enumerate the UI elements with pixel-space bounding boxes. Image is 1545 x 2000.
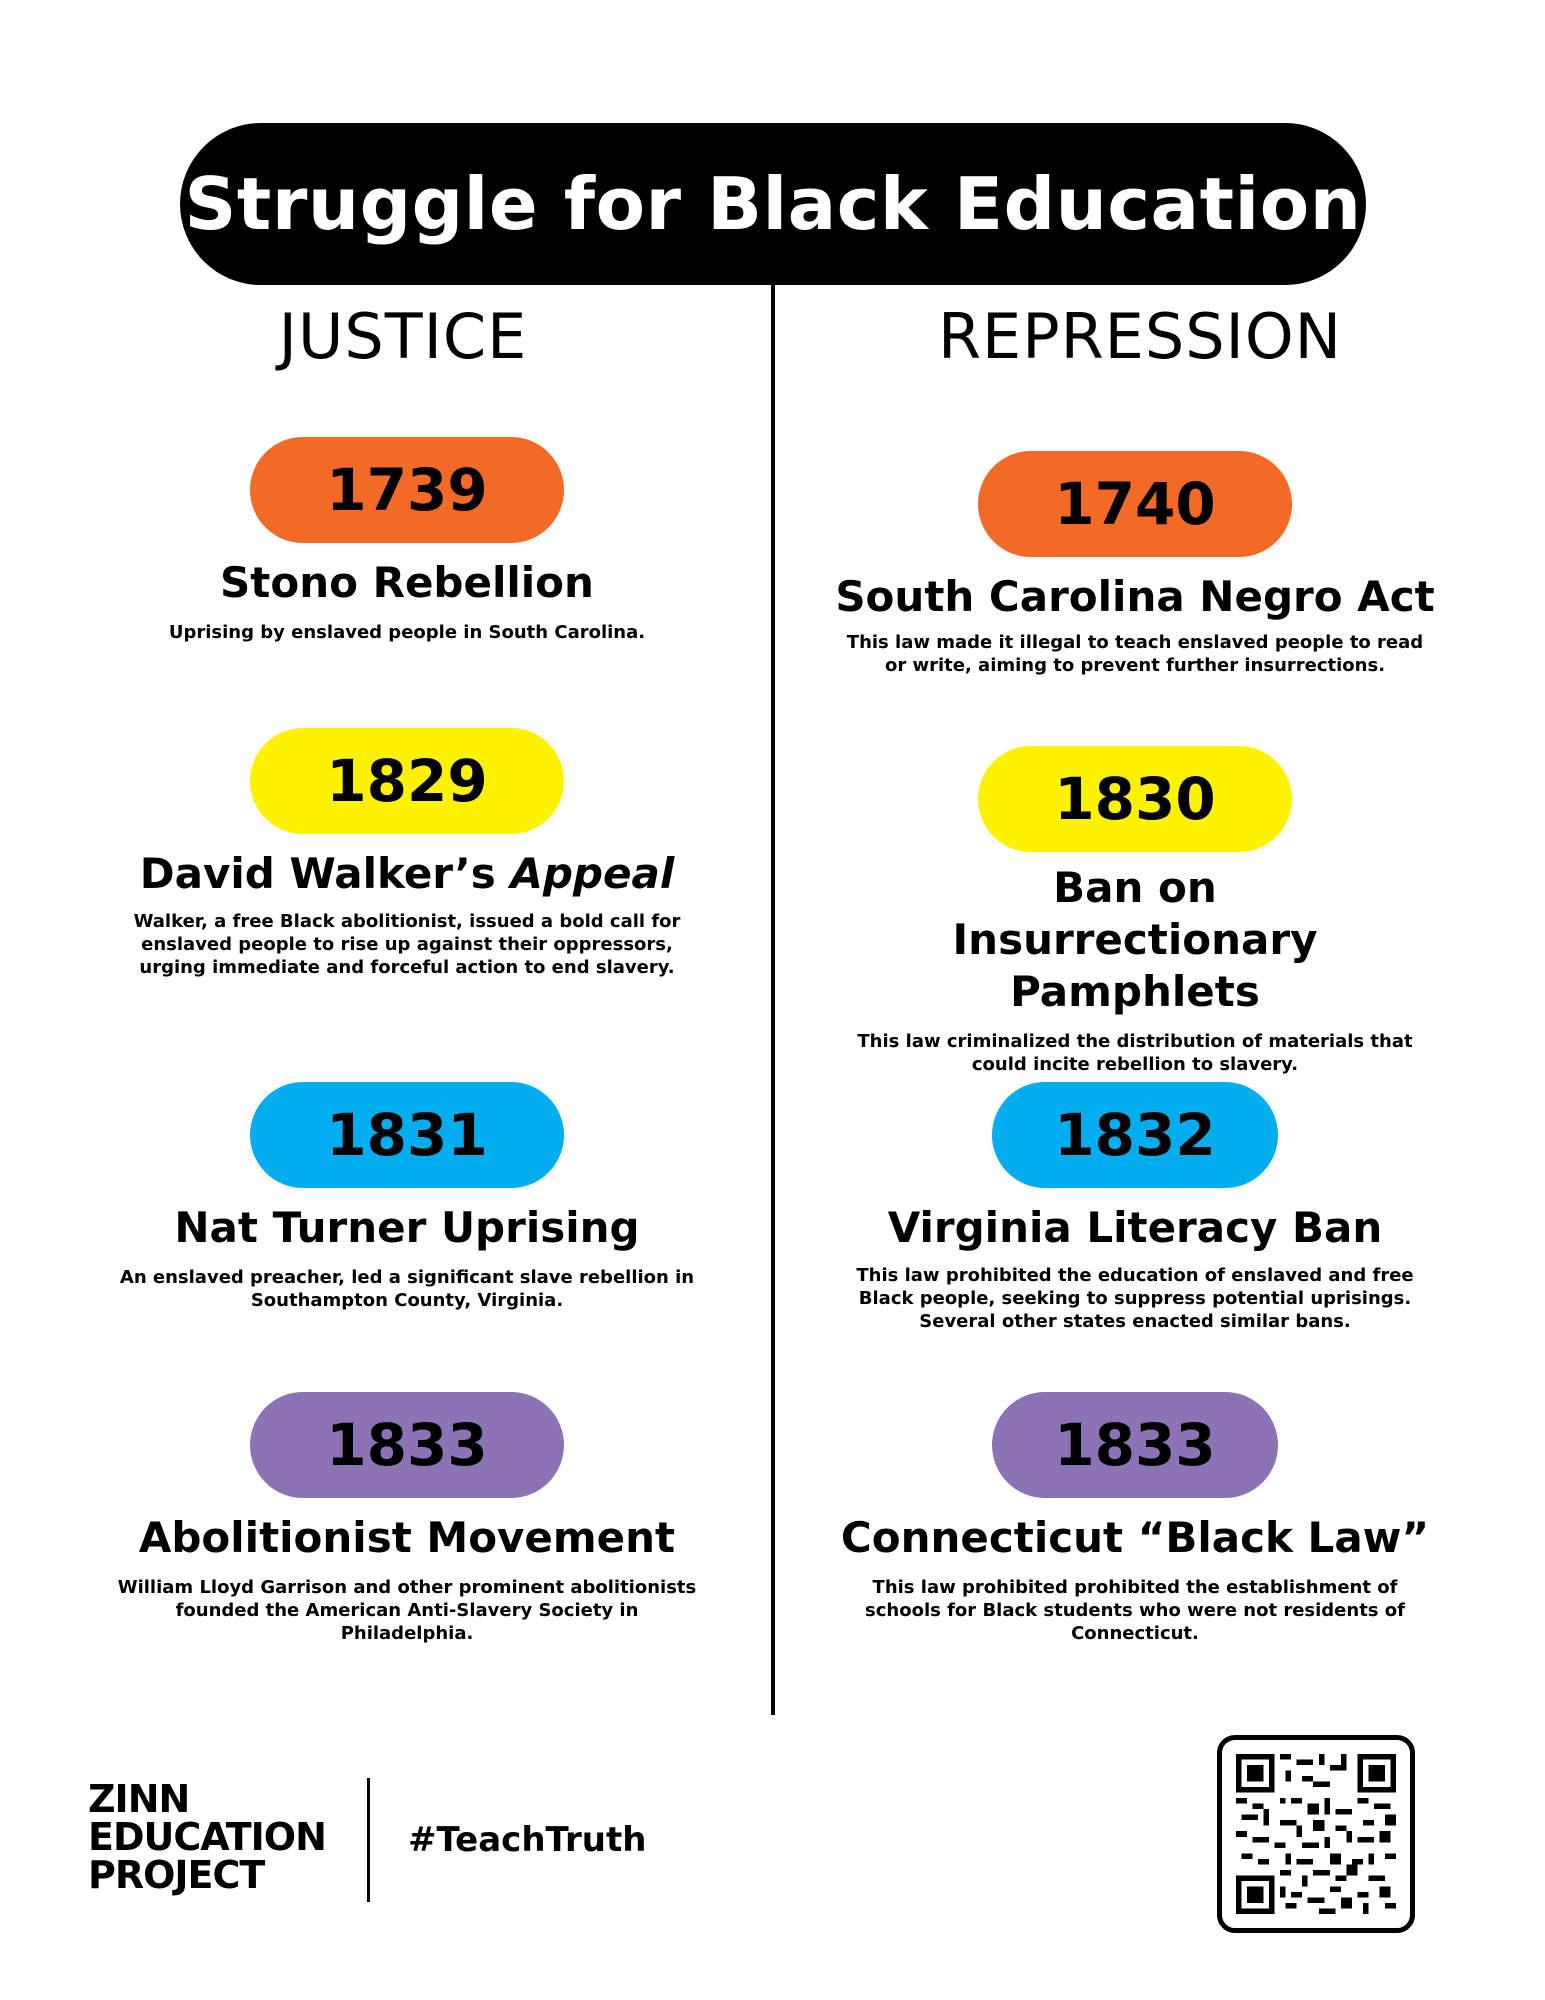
event-title: South Carolina Negro Act	[835, 572, 1435, 621]
year-pill	[250, 437, 564, 543]
column-heading-repression: REPRESSION	[937, 300, 1343, 373]
year-pill	[978, 451, 1292, 557]
year-pill	[992, 1082, 1278, 1188]
year-label: 1829	[326, 747, 488, 815]
event-title: Virginia Literacy Ban	[887, 1203, 1383, 1252]
year-label: 1740	[1054, 470, 1216, 538]
year-label: 1832	[1054, 1101, 1216, 1169]
justice-event	[97, 1082, 717, 1312]
year-label: 1833	[1054, 1411, 1216, 1479]
repression-event	[825, 451, 1445, 677]
year-pill	[250, 728, 564, 834]
logo-line: PROJECT	[88, 1853, 265, 1897]
year-label: 1830	[1054, 765, 1216, 833]
justice-event	[97, 1392, 717, 1645]
year-label: 1831	[326, 1101, 488, 1169]
event-description: This law made it illegal to teach enslaved people to read or write, aiming to prevent further insurrections.	[846, 632, 1424, 676]
qr-code-icon[interactable]	[1217, 1735, 1415, 1933]
event-description: This law prohibited prohibited the establishment of schools for Black students who were not residents of Connecticut.	[865, 1577, 1405, 1644]
center-divider	[771, 285, 775, 1715]
event-title-text: Abolitionist Movement	[138, 1513, 676, 1562]
event-title: Connecticut “Black Law”	[840, 1513, 1430, 1562]
hashtag: #TeachTruth	[408, 1820, 647, 1860]
zinn-education-project-logo	[88, 1777, 326, 1897]
event-description: William Lloyd Garrison and other prominent abolitionists founded the American Anti-Slavery Society in Philadelphia.	[117, 1577, 697, 1644]
event-description: This law prohibited the education of enslaved and free Black people, seeking to suppress potential uprisings. Several other states enacted similar bans.	[856, 1265, 1414, 1332]
year-label: 1833	[326, 1411, 488, 1479]
event-title-text: David Walker’s	[139, 849, 511, 898]
event-title	[97, 1202, 717, 1254]
event-title	[97, 1512, 717, 1564]
event-title-italic: Appeal	[510, 849, 675, 898]
year-label: 1739	[326, 456, 488, 524]
year-pill	[250, 1082, 564, 1188]
qr-code-graphic	[1236, 1754, 1396, 1914]
event-title: Ban on Insurrectionary Pamphlets	[952, 863, 1318, 1016]
footer-divider	[367, 1778, 370, 1902]
event-title	[97, 848, 717, 900]
year-pill	[992, 1392, 1278, 1498]
event-description: An enslaved preacher, led a significant slave rebellion in Southampton County, Virginia.	[119, 1267, 695, 1311]
title-banner	[180, 123, 1366, 285]
event-title-text: Stono Rebellion	[220, 558, 594, 607]
event-title-text: Nat Turner Uprising	[174, 1203, 640, 1252]
repression-event	[825, 1392, 1445, 1645]
page-title: Struggle for Black Education	[184, 162, 1362, 246]
event-description: This law criminalized the distribution of materials that could incite rebellion to slavery.	[857, 1031, 1413, 1075]
repression-event	[825, 1082, 1445, 1333]
year-pill	[978, 746, 1292, 852]
event-description: Walker, a free Black abolitionist, issued a bold call for enslaved people to rise up against their oppressors, urging immediate and forceful action to end slavery.	[133, 911, 681, 978]
justice-event	[97, 437, 717, 644]
repression-event	[825, 746, 1445, 1076]
justice-event	[97, 728, 717, 979]
year-pill	[250, 1392, 564, 1498]
logo-line: ZINN	[88, 1777, 190, 1821]
event-title	[97, 557, 717, 609]
column-heading-justice: JUSTICE	[278, 300, 528, 373]
event-description: Uprising by enslaved people in South Carolina.	[168, 622, 646, 643]
logo-line: EDUCATION	[88, 1815, 326, 1859]
